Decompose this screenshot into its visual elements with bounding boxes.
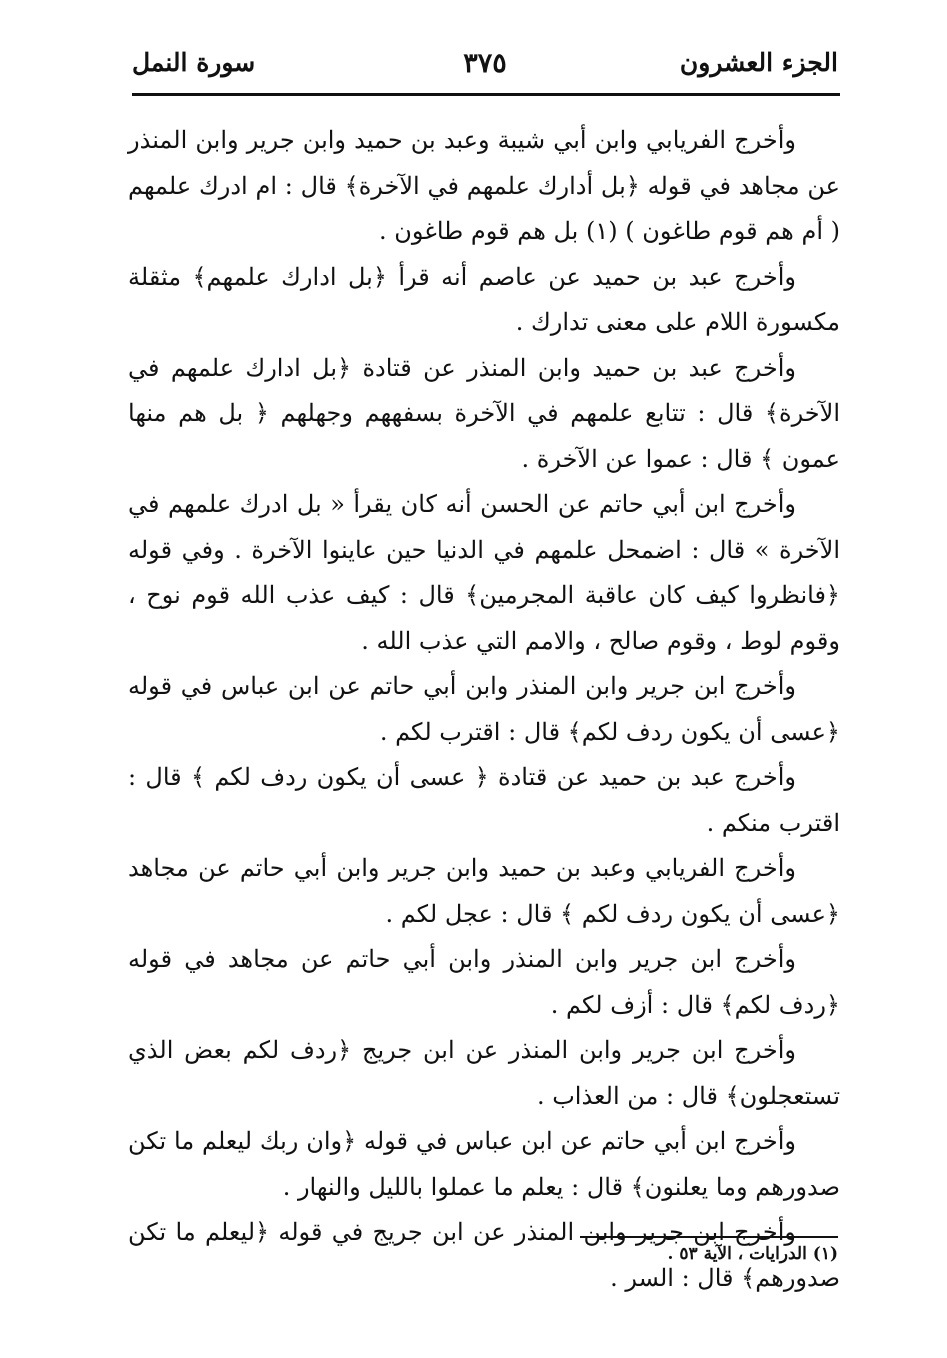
page-number: ٣٧٥ [463,48,507,79]
paragraph: وأخرج الفريابي وابن أبي شيبة وعبد بن حميد وابن جرير وابن المنذر عن مجاهد في قوله ﴿بل أدارك علمهم في الآخرة﴾ قال : ام ادرك علمهم ( أم هم قوم طاغون ) (١) بل هم قوم طاغون . [128,126,840,245]
paragraph: وأخرج ابن أبي حاتم عن الحسن أنه كان يقرأ « بل ادرك علمهم في الآخرة » قال : اضمحل علمهم في الدنيا حين عاينوا الآخرة . وفي قوله ﴿فانظروا كيف كان عاقبة المجرمين﴾ قال : كيف عذب الله قوم نوح ، وقوم لوط ، وقوم صالح ، والامم التي عذب الله . [128,490,841,655]
paragraph: وأخرج الفريابي وعبد بن حميد وابن جرير وابن أبي حاتم عن مجاهد ﴿عسى أن يكون ردف لكم ﴾ قال : عجل لكم . [128,854,840,928]
header-rule [132,93,840,96]
footnote: (١) الدرايات ، الآية ٥٣ . [667,1244,838,1264]
page-header [132,44,838,90]
paragraph: وأخرج ابن جرير وابن المنذر عن ابن جريج في قوله ﴿ليعلم ما تكن صدورهم﴾ قال : السر . [128,1218,840,1292]
juz-label: الجزء العشرون [679,48,838,77]
paragraph: وأخرج ابن جرير وابن المنذر وابن أبي حاتم عن مجاهد في قوله ﴿ردف لكم﴾ قال : أزف لكم . [128,945,840,1019]
sura-label: سورة النمل [132,48,256,77]
paragraph: وأخرج ابن جرير وابن المنذر وابن أبي حاتم عن ابن عباس في قوله ﴿عسى أن يكون ردف لكم﴾ قال : اقترب لكم . [128,672,840,746]
paragraph: وأخرج عبد بن حميد عن قتادة ﴿ عسى أن يكون ردف لكم ﴾ قال : اقترب منكم . [128,763,840,837]
paragraph: وأخرج عبد بن حميد وابن المنذر عن قتادة ﴿بل ادارك علمهم في الآخرة﴾ قال : تتابع علمهم في الآخرة بسفههم وجهلهم ﴿ بل هم منها عمون ﴾ قال : عموا عن الآخرة . [128,353,840,473]
paragraph: وأخرج ابن أبي حاتم عن ابن عباس في قوله ﴿وان ربك ليعلم ما تكن صدورهم وما يعلنون﴾ قال : يعلم ما عملوا بالليل والنهار . [128,1127,840,1201]
paragraph: وأخرج ابن جرير وابن المنذر عن ابن جريج ﴿ردف لكم بعض الذي تستعجلون﴾ قال : من العذاب . [128,1036,840,1110]
paragraph: وأخرج عبد بن حميد عن عاصم أنه قرأ ﴿بل ادارك علمهم﴾ مثقلة مكسورة اللام على معنى تدارك . [128,262,840,336]
footnote-rule [580,1236,838,1238]
body-text [128,118,840,1301]
